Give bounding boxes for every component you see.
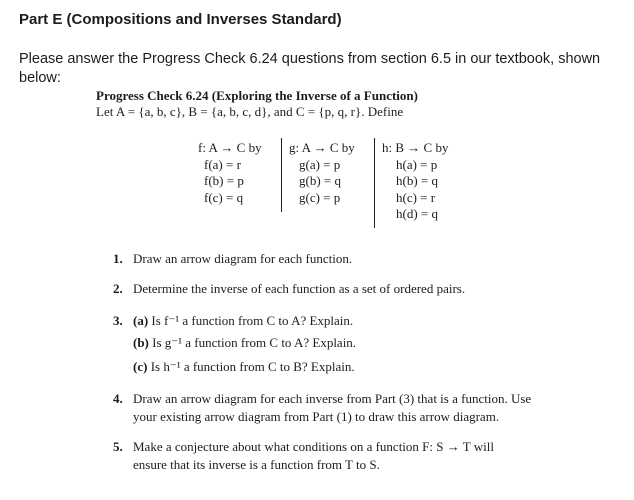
function-f-column <box>198 140 262 206</box>
question-text: Determine the inverse of each function as a set of ordered pairs. <box>133 281 466 296</box>
subpart-label: (b) <box>133 335 149 350</box>
function-h-row: h(b) = q <box>396 173 438 188</box>
question-3b <box>133 333 356 352</box>
question-text-line: Make a conjecture about what conditions on a function F: S → T will <box>133 439 494 454</box>
page-heading: Part E (Compositions and Inverses Standard) <box>19 11 342 28</box>
function-g-row: g(b) = q <box>299 173 341 188</box>
function-g-column <box>289 140 355 206</box>
function-f-header: f: A → C by <box>198 140 262 155</box>
question-number: 5. <box>113 439 123 454</box>
progress-check-definition: Let A = {a, b, c}, B = {a, b, c, d}, and C = {p, q, r}. Define <box>96 104 404 119</box>
function-f-row: f(c) = q <box>204 189 244 205</box>
question-text: Draw an arrow diagram for each function. <box>133 251 353 266</box>
function-f-row: f(b) = p <box>204 173 244 188</box>
question-text-line: ensure that its inverse is a function from T to S. <box>133 457 380 472</box>
function-h-row: h(a) = p <box>396 156 438 172</box>
function-g-row: g(c) = p <box>299 189 341 205</box>
column-divider <box>374 138 375 228</box>
subpart-text: Is h⁻¹ a function from C to B? Explain. <box>150 359 355 374</box>
question-text-line: Draw an arrow diagram for each inverse from Part (3) that is a function. Use <box>133 391 532 406</box>
progress-check-title: Progress Check 6.24 (Exploring the Inverse of a Function) <box>96 88 418 103</box>
function-g-header: g: A → C by <box>289 140 355 155</box>
question-3a <box>133 311 353 330</box>
function-h-row: h(c) = r <box>396 189 436 205</box>
question-number: 3. <box>113 313 123 328</box>
function-h-column <box>382 140 448 223</box>
question-text-line: your existing arrow diagram from Part (1) to draw this arrow diagram. <box>133 409 500 424</box>
question-number: 2. <box>113 281 123 296</box>
question-number: 1. <box>113 251 123 266</box>
function-h-row: h(d) = q <box>396 206 438 221</box>
question-number: 4. <box>113 391 123 406</box>
function-h-header: h: B → C by <box>382 140 449 155</box>
function-f-row: f(a) = r <box>204 156 241 172</box>
column-divider <box>281 138 282 212</box>
subpart-label: (c) <box>133 359 148 374</box>
subpart-text: Is g⁻¹ a function from C to A? Explain. <box>152 335 357 350</box>
subpart-text: Is f⁻¹ a function from C to A? Explain. <box>151 313 354 328</box>
question-3c <box>133 357 355 376</box>
subpart-label: (a) <box>133 313 149 328</box>
function-g-row: g(a) = p <box>299 156 341 172</box>
intro-text: Please answer the Progress Check 6.24 questions from section 6.5 in our textbook, shown below: <box>19 51 601 86</box>
